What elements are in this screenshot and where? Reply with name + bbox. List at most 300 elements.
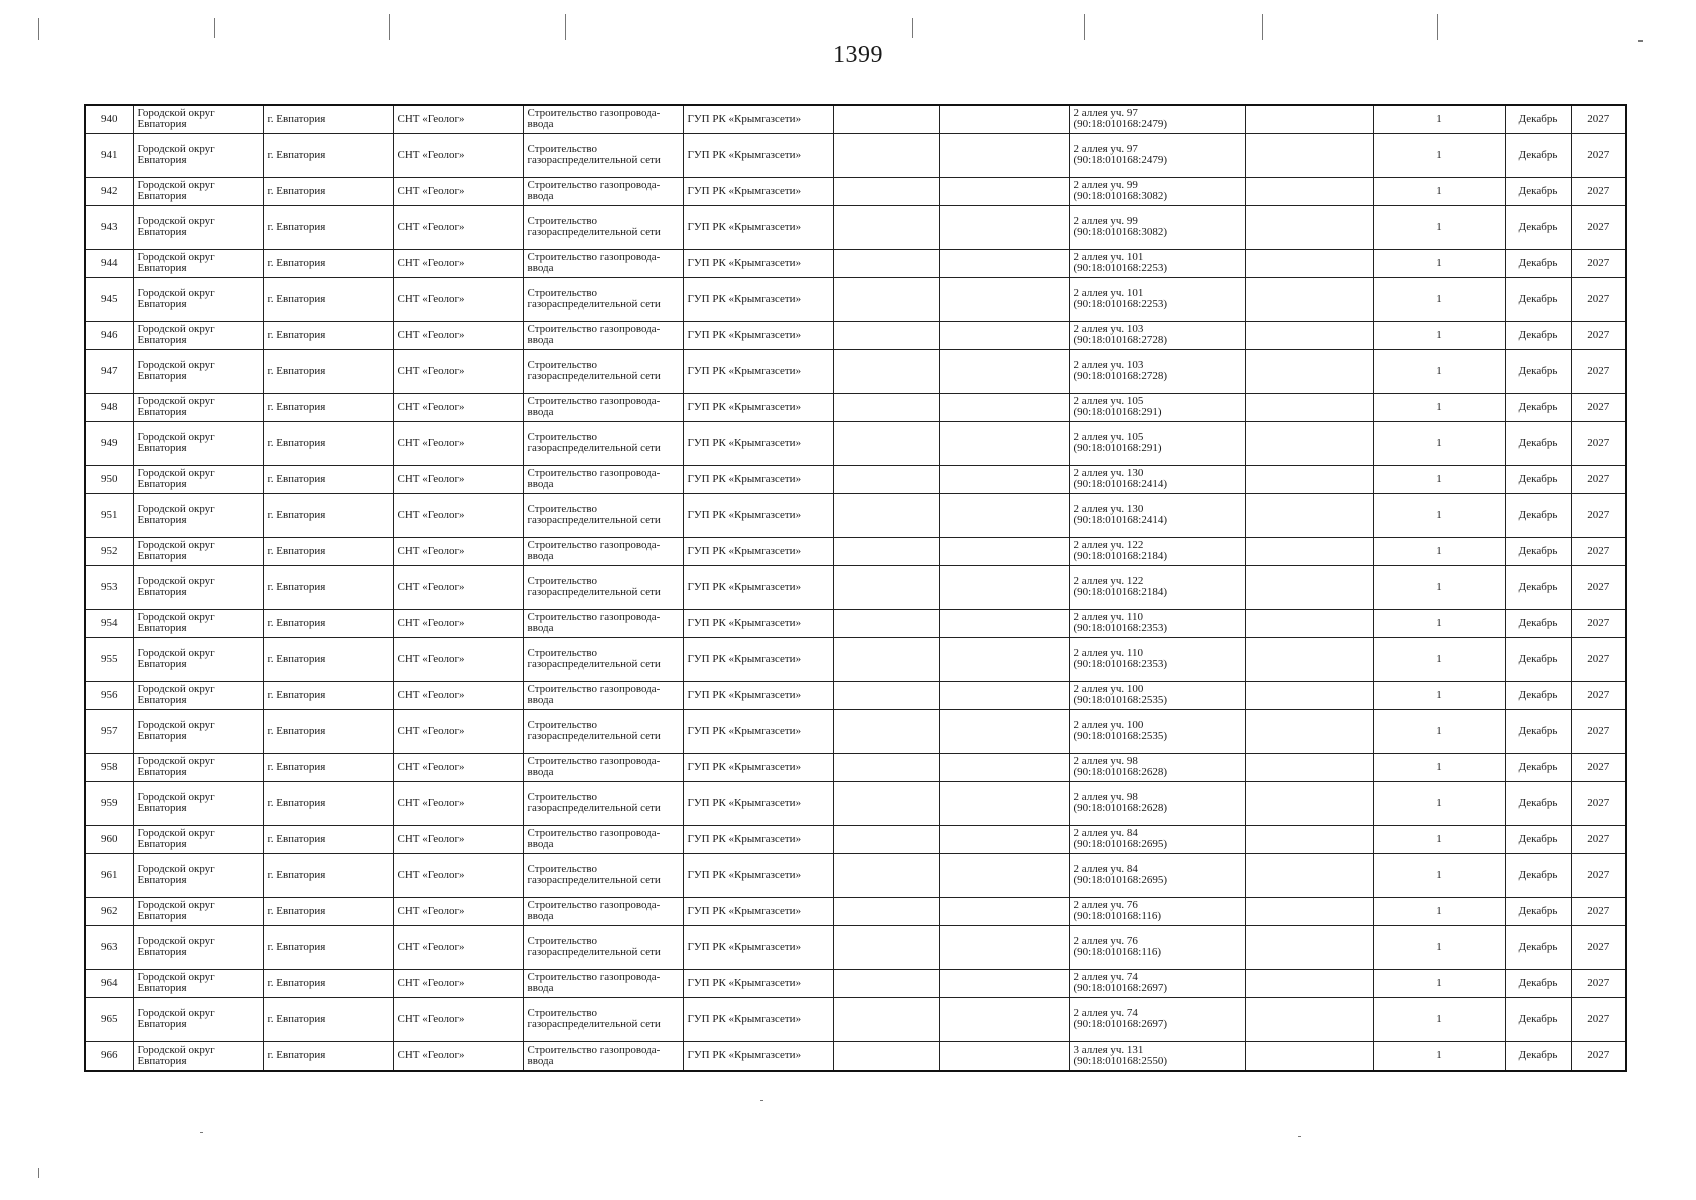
cell-object: Строительство газопровода-ввода xyxy=(523,177,683,205)
cell-object: Строительство газопровода-ввода xyxy=(523,1041,683,1071)
address-line: 2 аллея уч. 99 xyxy=(1073,215,1138,227)
table-row xyxy=(85,349,1626,393)
cell-number: 947 xyxy=(85,349,133,393)
cell-quantity: 1 xyxy=(1373,133,1505,177)
table-row xyxy=(85,681,1626,709)
cell-district: Городской округ Евпатория xyxy=(133,493,263,537)
cell-month: Декабрь xyxy=(1505,349,1571,393)
cell-quantity: 1 xyxy=(1373,709,1505,753)
scan-mark xyxy=(38,18,39,40)
cell-snt: СНТ «Геолог» xyxy=(393,853,523,897)
cell-city: г. Евпатория xyxy=(263,105,393,133)
cell-object: Строительство газопровода-ввода xyxy=(523,393,683,421)
cell-empty xyxy=(939,249,1069,277)
cell-district: Городской округ Евпатория xyxy=(133,637,263,681)
table-row xyxy=(85,853,1626,897)
address-line: 2 аллея уч. 97 xyxy=(1073,143,1138,155)
cell-object: Строительство газопровода-ввода xyxy=(523,681,683,709)
table-row xyxy=(85,493,1626,537)
cell-empty xyxy=(833,205,939,249)
cell-month: Декабрь xyxy=(1505,853,1571,897)
cell-snt: СНТ «Геолог» xyxy=(393,493,523,537)
table-row xyxy=(85,825,1626,853)
cell-number: 952 xyxy=(85,537,133,565)
cell-empty xyxy=(939,709,1069,753)
cell-snt: СНТ «Геолог» xyxy=(393,609,523,637)
cell-city: г. Евпатория xyxy=(263,897,393,925)
cell-month: Декабрь xyxy=(1505,177,1571,205)
cell-district: Городской округ Евпатория xyxy=(133,753,263,781)
cell-object: Строительство газопровода-ввода xyxy=(523,249,683,277)
cell-address xyxy=(1069,897,1245,925)
cell-object: Строительство газопровода-ввода xyxy=(523,825,683,853)
cell-number: 944 xyxy=(85,249,133,277)
cell-object: Строительство газораспределительной сети xyxy=(523,349,683,393)
cell-city: г. Евпатория xyxy=(263,1041,393,1071)
cell-object: Строительство газораспределительной сети xyxy=(523,637,683,681)
cell-object: Строительство газопровода-ввода xyxy=(523,969,683,997)
cell-quantity: 1 xyxy=(1373,177,1505,205)
cell-empty xyxy=(1245,321,1373,349)
cell-year: 2027 xyxy=(1571,421,1626,465)
cell-object: Строительство газораспределительной сети xyxy=(523,421,683,465)
cadastral-number: (90:18:010168:2550) xyxy=(1073,1054,1167,1067)
table-row xyxy=(85,421,1626,465)
cell-district: Городской округ Евпатория xyxy=(133,897,263,925)
cell-number: 961 xyxy=(85,853,133,897)
cell-empty xyxy=(1245,177,1373,205)
cell-city: г. Евпатория xyxy=(263,565,393,609)
cadastral-number: (90:18:010168:2628) xyxy=(1073,802,1167,814)
cell-year: 2027 xyxy=(1571,897,1626,925)
cell-district: Городской округ Евпатория xyxy=(133,105,263,133)
cell-organization: ГУП РК «Крымгазсети» xyxy=(683,825,833,853)
cell-empty xyxy=(939,393,1069,421)
cell-city: г. Евпатория xyxy=(263,969,393,997)
cell-empty xyxy=(939,637,1069,681)
table-row xyxy=(85,565,1626,609)
cell-number: 957 xyxy=(85,709,133,753)
cell-object: Строительство газопровода-ввода xyxy=(523,537,683,565)
cell-empty xyxy=(939,105,1069,133)
cell-empty xyxy=(1245,1041,1373,1071)
cell-empty xyxy=(939,537,1069,565)
cell-organization: ГУП РК «Крымгазсети» xyxy=(683,277,833,321)
cell-quantity: 1 xyxy=(1373,349,1505,393)
cell-month: Декабрь xyxy=(1505,681,1571,709)
cell-quantity: 1 xyxy=(1373,637,1505,681)
cell-number: 946 xyxy=(85,321,133,349)
cell-empty xyxy=(1245,997,1373,1041)
cell-address xyxy=(1069,709,1245,753)
address-line: 2 аллея уч. 76 xyxy=(1073,935,1138,947)
cadastral-number: (90:18:010168:2184) xyxy=(1073,550,1167,562)
cell-empty xyxy=(1245,969,1373,997)
cell-organization: ГУП РК «Крымгазсети» xyxy=(683,897,833,925)
cell-year: 2027 xyxy=(1571,681,1626,709)
cell-month: Декабрь xyxy=(1505,709,1571,753)
cell-month: Декабрь xyxy=(1505,205,1571,249)
cell-object: Строительство газопровода-ввода xyxy=(523,105,683,133)
cadastral-number: (90:18:010168:2353) xyxy=(1073,658,1167,670)
scan-mark xyxy=(389,14,390,40)
cell-number: 943 xyxy=(85,205,133,249)
address-line: 2 аллея уч. 130 xyxy=(1073,503,1144,515)
cell-number: 953 xyxy=(85,565,133,609)
scan-mark xyxy=(1437,14,1438,40)
cell-empty xyxy=(1245,925,1373,969)
cell-empty xyxy=(939,853,1069,897)
cell-object: Строительство газопровода-ввода xyxy=(523,321,683,349)
cell-empty xyxy=(939,321,1069,349)
address-line: 2 аллея уч. 74 xyxy=(1073,1007,1138,1019)
cell-object: Строительство газораспределительной сети xyxy=(523,565,683,609)
cell-empty xyxy=(833,825,939,853)
cell-district: Городской округ Евпатория xyxy=(133,969,263,997)
cell-quantity: 1 xyxy=(1373,781,1505,825)
address-line: 2 аллея уч. 97 xyxy=(1073,107,1138,120)
cell-snt: СНТ «Геолог» xyxy=(393,681,523,709)
cell-empty xyxy=(833,969,939,997)
cell-number: 945 xyxy=(85,277,133,321)
cell-empty xyxy=(833,493,939,537)
cell-year: 2027 xyxy=(1571,609,1626,637)
cell-address xyxy=(1069,637,1245,681)
cell-empty xyxy=(833,565,939,609)
address-line: 2 аллея уч. 101 xyxy=(1073,287,1144,299)
cell-organization: ГУП РК «Крымгазсети» xyxy=(683,349,833,393)
cadastral-number: (90:18:010168:2695) xyxy=(1073,874,1167,886)
cell-empty xyxy=(939,781,1069,825)
cell-snt: СНТ «Геолог» xyxy=(393,205,523,249)
cadastral-number: (90:18:010168:2697) xyxy=(1073,982,1167,994)
cell-city: г. Евпатория xyxy=(263,709,393,753)
cell-address xyxy=(1069,609,1245,637)
cell-month: Декабрь xyxy=(1505,321,1571,349)
cell-empty xyxy=(939,753,1069,781)
cell-month: Декабрь xyxy=(1505,493,1571,537)
cadastral-number: (90:18:010168:2353) xyxy=(1073,622,1167,634)
cell-organization: ГУП РК «Крымгазсети» xyxy=(683,609,833,637)
cell-empty xyxy=(939,493,1069,537)
cell-month: Декабрь xyxy=(1505,465,1571,493)
cell-address xyxy=(1069,421,1245,465)
cell-empty xyxy=(939,1041,1069,1071)
cell-number: 941 xyxy=(85,133,133,177)
cell-empty xyxy=(939,133,1069,177)
cell-object: Строительство газораспределительной сети xyxy=(523,277,683,321)
cell-address xyxy=(1069,321,1245,349)
cell-city: г. Евпатория xyxy=(263,853,393,897)
cell-month: Декабрь xyxy=(1505,105,1571,133)
cadastral-number: (90:18:010168:2728) xyxy=(1073,334,1167,346)
cell-empty xyxy=(1245,609,1373,637)
table-row xyxy=(85,205,1626,249)
cell-month: Декабрь xyxy=(1505,897,1571,925)
cell-city: г. Евпатория xyxy=(263,681,393,709)
cell-empty xyxy=(939,925,1069,969)
cell-object: Строительство газораспределительной сети xyxy=(523,709,683,753)
cell-district: Городской округ Евпатория xyxy=(133,321,263,349)
cell-organization: ГУП РК «Крымгазсети» xyxy=(683,853,833,897)
cell-city: г. Евпатория xyxy=(263,609,393,637)
cell-month: Декабрь xyxy=(1505,277,1571,321)
cell-empty xyxy=(1245,105,1373,133)
cell-address xyxy=(1069,825,1245,853)
cell-city: г. Евпатория xyxy=(263,321,393,349)
cell-empty xyxy=(1245,277,1373,321)
cell-object: Строительство газораспределительной сети xyxy=(523,133,683,177)
cadastral-number: (90:18:010168:291) xyxy=(1073,442,1162,454)
scan-mark xyxy=(1084,14,1085,40)
cell-district: Городской округ Евпатория xyxy=(133,565,263,609)
cell-empty xyxy=(939,969,1069,997)
cell-organization: ГУП РК «Крымгазсети» xyxy=(683,321,833,349)
cell-empty xyxy=(833,781,939,825)
cell-organization: ГУП РК «Крымгазсети» xyxy=(683,249,833,277)
cell-number: 964 xyxy=(85,969,133,997)
cell-district: Городской округ Евпатория xyxy=(133,853,263,897)
table-row xyxy=(85,393,1626,421)
cell-quantity: 1 xyxy=(1373,493,1505,537)
cell-address xyxy=(1069,781,1245,825)
cell-organization: ГУП РК «Крымгазсети» xyxy=(683,925,833,969)
scan-mark xyxy=(1638,40,1643,42)
cell-organization: ГУП РК «Крымгазсети» xyxy=(683,537,833,565)
cell-city: г. Евпатория xyxy=(263,997,393,1041)
cell-empty xyxy=(939,205,1069,249)
address-line: 2 аллея уч. 130 xyxy=(1073,467,1144,479)
cadastral-number: (90:18:010168:2479) xyxy=(1073,154,1167,166)
address-line: 2 аллея уч. 103 xyxy=(1073,359,1144,371)
cell-empty xyxy=(1245,205,1373,249)
cell-empty xyxy=(939,465,1069,493)
cell-snt: СНТ «Геолог» xyxy=(393,637,523,681)
cell-empty xyxy=(833,537,939,565)
cell-empty xyxy=(833,681,939,709)
cell-address xyxy=(1069,133,1245,177)
cell-empty xyxy=(833,105,939,133)
cell-year: 2027 xyxy=(1571,825,1626,853)
cell-organization: ГУП РК «Крымгазсети» xyxy=(683,681,833,709)
cell-empty xyxy=(1245,349,1373,393)
cell-number: 956 xyxy=(85,681,133,709)
cadastral-number: (90:18:010168:2535) xyxy=(1073,730,1167,742)
cell-quantity: 1 xyxy=(1373,393,1505,421)
cell-organization: ГУП РК «Крымгазсети» xyxy=(683,969,833,997)
cell-district: Городской округ Евпатория xyxy=(133,205,263,249)
cell-city: г. Евпатория xyxy=(263,637,393,681)
cell-organization: ГУП РК «Крымгазсети» xyxy=(683,177,833,205)
cell-quantity: 1 xyxy=(1373,853,1505,897)
cell-district: Городской округ Евпатория xyxy=(133,997,263,1041)
cell-object: Строительство газопровода-ввода xyxy=(523,753,683,781)
cadastral-number: (90:18:010168:116) xyxy=(1073,910,1162,922)
cell-district: Городской округ Евпатория xyxy=(133,249,263,277)
cell-organization: ГУП РК «Крымгазсети» xyxy=(683,465,833,493)
cell-number: 965 xyxy=(85,997,133,1041)
cell-organization: ГУП РК «Крымгазсети» xyxy=(683,105,833,133)
cell-snt: СНТ «Геолог» xyxy=(393,105,523,133)
cell-address xyxy=(1069,537,1245,565)
cell-snt: СНТ «Геолог» xyxy=(393,465,523,493)
scan-mark xyxy=(38,1168,39,1178)
cell-year: 2027 xyxy=(1571,925,1626,969)
cell-year: 2027 xyxy=(1571,493,1626,537)
cell-empty xyxy=(833,393,939,421)
cell-month: Декабрь xyxy=(1505,537,1571,565)
cell-organization: ГУП РК «Крымгазсети» xyxy=(683,565,833,609)
cell-empty xyxy=(1245,853,1373,897)
cell-month: Декабрь xyxy=(1505,753,1571,781)
cell-address xyxy=(1069,349,1245,393)
cell-empty xyxy=(833,637,939,681)
table-row xyxy=(85,277,1626,321)
cell-district: Городской округ Евпатория xyxy=(133,609,263,637)
cadastral-number: (90:18:010168:2414) xyxy=(1073,514,1167,526)
cell-year: 2027 xyxy=(1571,393,1626,421)
cell-number: 955 xyxy=(85,637,133,681)
cell-number: 948 xyxy=(85,393,133,421)
table-row xyxy=(85,925,1626,969)
cell-address xyxy=(1069,997,1245,1041)
cadastral-number: (90:18:010168:2253) xyxy=(1073,298,1167,310)
cell-number: 942 xyxy=(85,177,133,205)
cell-empty xyxy=(1245,897,1373,925)
cell-empty xyxy=(939,681,1069,709)
cell-district: Городской округ Евпатория xyxy=(133,925,263,969)
cell-empty xyxy=(833,753,939,781)
table-row xyxy=(85,897,1626,925)
address-line: 2 аллея уч. 84 xyxy=(1073,863,1138,875)
cell-year: 2027 xyxy=(1571,277,1626,321)
address-line: 2 аллея уч. 100 xyxy=(1073,719,1144,731)
cell-snt: СНТ «Геолог» xyxy=(393,925,523,969)
cell-quantity: 1 xyxy=(1373,969,1505,997)
cell-empty xyxy=(1245,537,1373,565)
cell-empty xyxy=(939,825,1069,853)
cell-snt: СНТ «Геолог» xyxy=(393,537,523,565)
scan-mark xyxy=(912,18,913,38)
cell-snt: СНТ «Геолог» xyxy=(393,277,523,321)
address-line: 2 аллея уч. 101 xyxy=(1073,251,1144,263)
cell-snt: СНТ «Геолог» xyxy=(393,897,523,925)
cadastral-number: (90:18:010168:3082) xyxy=(1073,190,1167,202)
cell-city: г. Евпатория xyxy=(263,493,393,537)
address-line: 2 аллея уч. 74 xyxy=(1073,971,1138,983)
cell-quantity: 1 xyxy=(1373,997,1505,1041)
cell-number: 950 xyxy=(85,465,133,493)
cadastral-number: (90:18:010168:116) xyxy=(1073,946,1162,958)
cell-address xyxy=(1069,565,1245,609)
cell-empty xyxy=(833,177,939,205)
cell-quantity: 1 xyxy=(1373,825,1505,853)
table-row xyxy=(85,753,1626,781)
cell-month: Декабрь xyxy=(1505,637,1571,681)
table-row xyxy=(85,321,1626,349)
cell-district: Городской округ Евпатория xyxy=(133,681,263,709)
cadastral-number: (90:18:010168:2414) xyxy=(1073,478,1167,490)
cell-city: г. Евпатория xyxy=(263,421,393,465)
cell-empty xyxy=(939,421,1069,465)
cell-month: Декабрь xyxy=(1505,969,1571,997)
cell-snt: СНТ «Геолог» xyxy=(393,709,523,753)
cell-object: Строительство газораспределительной сети xyxy=(523,853,683,897)
cell-snt: СНТ «Геолог» xyxy=(393,825,523,853)
cadastral-number: (90:18:010168:2728) xyxy=(1073,370,1167,382)
cell-city: г. Евпатория xyxy=(263,205,393,249)
scan-mark xyxy=(1298,1136,1301,1137)
cell-snt: СНТ «Геолог» xyxy=(393,249,523,277)
cell-object: Строительство газопровода-ввода xyxy=(523,465,683,493)
cell-district: Городской округ Евпатория xyxy=(133,393,263,421)
cell-empty xyxy=(939,565,1069,609)
cell-district: Городской округ Евпатория xyxy=(133,781,263,825)
cell-organization: ГУП РК «Крымгазсети» xyxy=(683,421,833,465)
cell-empty xyxy=(1245,825,1373,853)
cadastral-number: (90:18:010168:2479) xyxy=(1073,118,1167,131)
cell-empty xyxy=(1245,249,1373,277)
cell-empty xyxy=(939,349,1069,393)
cell-organization: ГУП РК «Крымгазсети» xyxy=(683,997,833,1041)
address-line: 2 аллея уч. 99 xyxy=(1073,179,1138,191)
cell-snt: СНТ «Геолог» xyxy=(393,565,523,609)
cell-year: 2027 xyxy=(1571,1041,1626,1071)
table-row xyxy=(85,781,1626,825)
cell-year: 2027 xyxy=(1571,177,1626,205)
cell-empty xyxy=(833,249,939,277)
cell-year: 2027 xyxy=(1571,133,1626,177)
cell-snt: СНТ «Геолог» xyxy=(393,753,523,781)
address-line: 2 аллея уч. 76 xyxy=(1073,899,1138,911)
cell-quantity: 1 xyxy=(1373,1041,1505,1071)
cell-city: г. Евпатория xyxy=(263,393,393,421)
cell-quantity: 1 xyxy=(1373,465,1505,493)
cadastral-number: (90:18:010168:3082) xyxy=(1073,226,1167,238)
cell-year: 2027 xyxy=(1571,637,1626,681)
address-line: 3 аллея уч. 131 xyxy=(1073,1043,1144,1056)
cell-snt: СНТ «Геолог» xyxy=(393,997,523,1041)
cadastral-number: (90:18:010168:291) xyxy=(1073,406,1162,418)
cell-empty xyxy=(1245,681,1373,709)
address-line: 2 аллея уч. 105 xyxy=(1073,431,1144,443)
cell-address xyxy=(1069,681,1245,709)
cell-year: 2027 xyxy=(1571,781,1626,825)
cell-year: 2027 xyxy=(1571,249,1626,277)
cell-snt: СНТ «Геолог» xyxy=(393,393,523,421)
scan-mark xyxy=(565,14,566,40)
cell-object: Строительство газораспределительной сети xyxy=(523,205,683,249)
cell-month: Декабрь xyxy=(1505,565,1571,609)
table-row xyxy=(85,105,1626,133)
cell-address xyxy=(1069,277,1245,321)
cell-quantity: 1 xyxy=(1373,421,1505,465)
cell-month: Декабрь xyxy=(1505,1041,1571,1071)
cell-address xyxy=(1069,493,1245,537)
table-row xyxy=(85,177,1626,205)
cell-month: Декабрь xyxy=(1505,781,1571,825)
address-line: 2 аллея уч. 98 xyxy=(1073,755,1138,767)
cell-number: 958 xyxy=(85,753,133,781)
cell-year: 2027 xyxy=(1571,349,1626,393)
cell-empty xyxy=(1245,753,1373,781)
cell-address xyxy=(1069,205,1245,249)
cell-object: Строительство газораспределительной сети xyxy=(523,925,683,969)
cell-number: 954 xyxy=(85,609,133,637)
cell-city: г. Евпатория xyxy=(263,277,393,321)
cadastral-number: (90:18:010168:2695) xyxy=(1073,838,1167,850)
cell-address xyxy=(1069,925,1245,969)
